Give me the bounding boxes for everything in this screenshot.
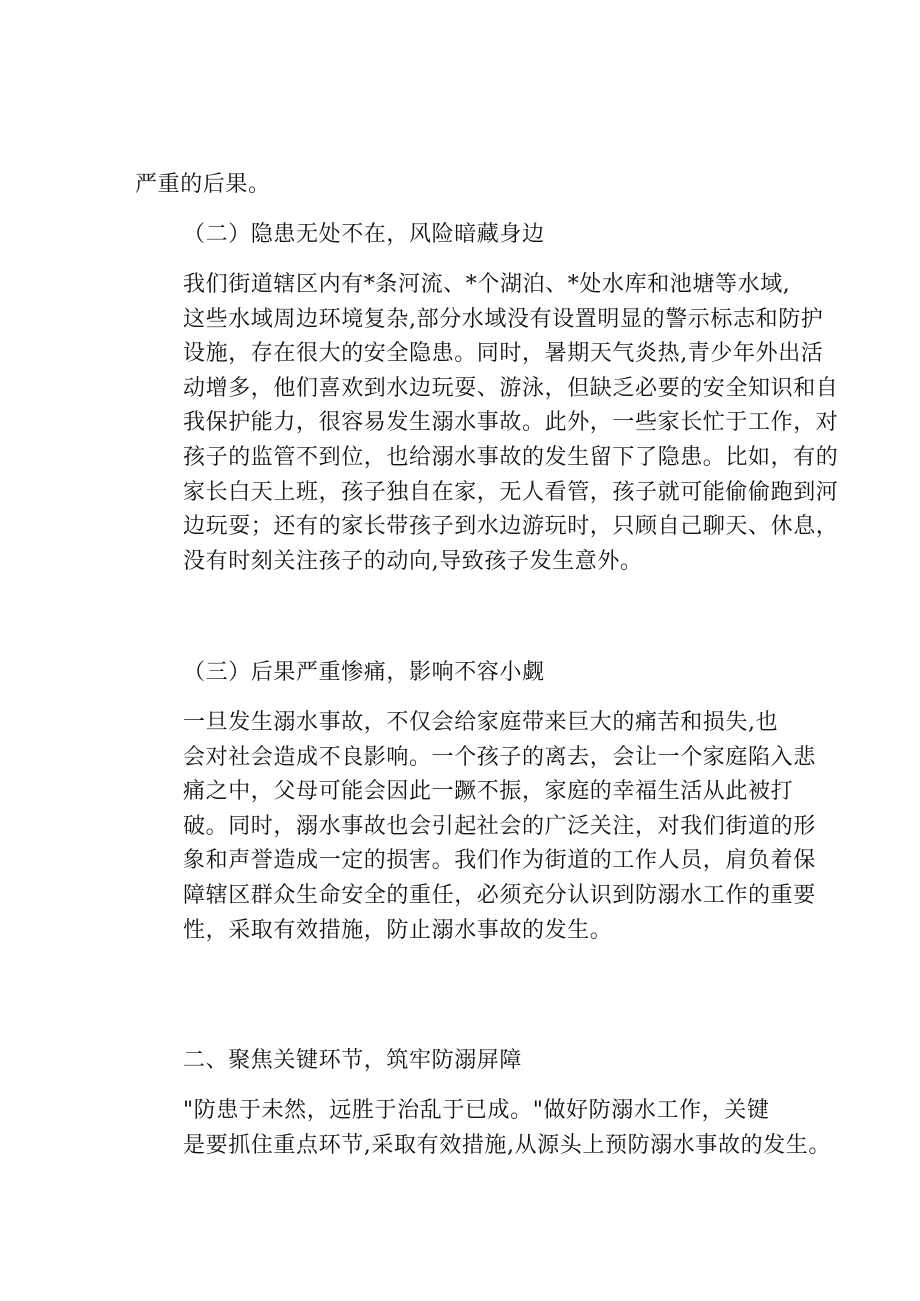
paragraph-continuation xyxy=(135,168,815,203)
text-line: 我保护能力，很容易发生溺水事故。此外，一些家长忙于工作，对 xyxy=(183,410,839,436)
text-line: 是要抓住重点环节,采取有效措施,从源头上预防溺水事故的发生。 xyxy=(183,1132,831,1158)
text-line: 没有时刻关注孩子的动向,导致孩子发生意外。 xyxy=(183,548,643,574)
paragraph-key-links xyxy=(135,1094,831,1163)
text-line: 性，采取有效措施，防止溺水事故的发生。 xyxy=(183,917,613,943)
text-line: 象和声誉造成一定的损害。我们作为街道的工作人员，肩负着保 xyxy=(183,848,816,874)
paragraph-serious-consequences xyxy=(135,706,815,948)
subheading-serious-consequences xyxy=(183,656,863,691)
text-line: 我们街道辖区内有*条河流、*个湖泊、*处水库和池塘等水域, xyxy=(183,272,791,297)
text-line: "防患于未然，远胜于治乱于已成。"做好防溺水工作，关键 xyxy=(183,1098,770,1123)
text-line: 破。同时，溺水事故也会引起社会的广泛关注，对我们街道的形 xyxy=(183,813,816,839)
text-line: 家长白天上班，孩子独自在家，无人看管，孩子就可能偷偷跑到河 xyxy=(183,479,839,505)
heading-text: （三）后果严重惨痛，影响不容小觑 xyxy=(183,660,545,685)
heading-text: （二）隐患无处不在，风险暗藏身边 xyxy=(183,222,545,247)
text-line: 障辖区群众生命安全的重任，必须充分认识到防溺水工作的重要 xyxy=(183,882,816,908)
text-line: 痛之中，父母可能会因此一蹶不振，家庭的幸福生活从此被打 xyxy=(183,779,794,805)
text-line: 这些水域周边环境复杂,部分水域没有设置明显的警示标志和防护 xyxy=(183,306,824,332)
text-line: 边玩耍；还有的家长带孩子到水边游玩时，只顾自己聊天、休息， xyxy=(183,514,839,540)
text-line: 设施，存在很大的安全隐患。同时，暑期天气炎热,青少年外出活 xyxy=(183,341,824,367)
text-line: 严重的后果。 xyxy=(135,172,271,197)
section-heading-key-links xyxy=(183,1044,863,1079)
text-line: 一旦发生溺水事故，不仅会给家庭带来巨大的痛苦和损失,也 xyxy=(183,710,779,735)
text-line: 动增多，他们喜欢到水边玩耍、游泳，但缺乏必要的安全知识和自 xyxy=(183,375,839,401)
text-line: 会对社会造成不良影响。一个孩子的离去，会让一个家庭陷入悲 xyxy=(183,744,816,770)
heading-text: 二、聚焦关键环节，筑牢防溺屏障 xyxy=(183,1048,523,1073)
text-line: 孩子的监管不到位，也给溺水事故的发生留下了隐患。比如，有的 xyxy=(183,444,839,470)
paragraph-hidden-dangers xyxy=(135,268,839,579)
subheading-hidden-dangers xyxy=(183,218,863,253)
